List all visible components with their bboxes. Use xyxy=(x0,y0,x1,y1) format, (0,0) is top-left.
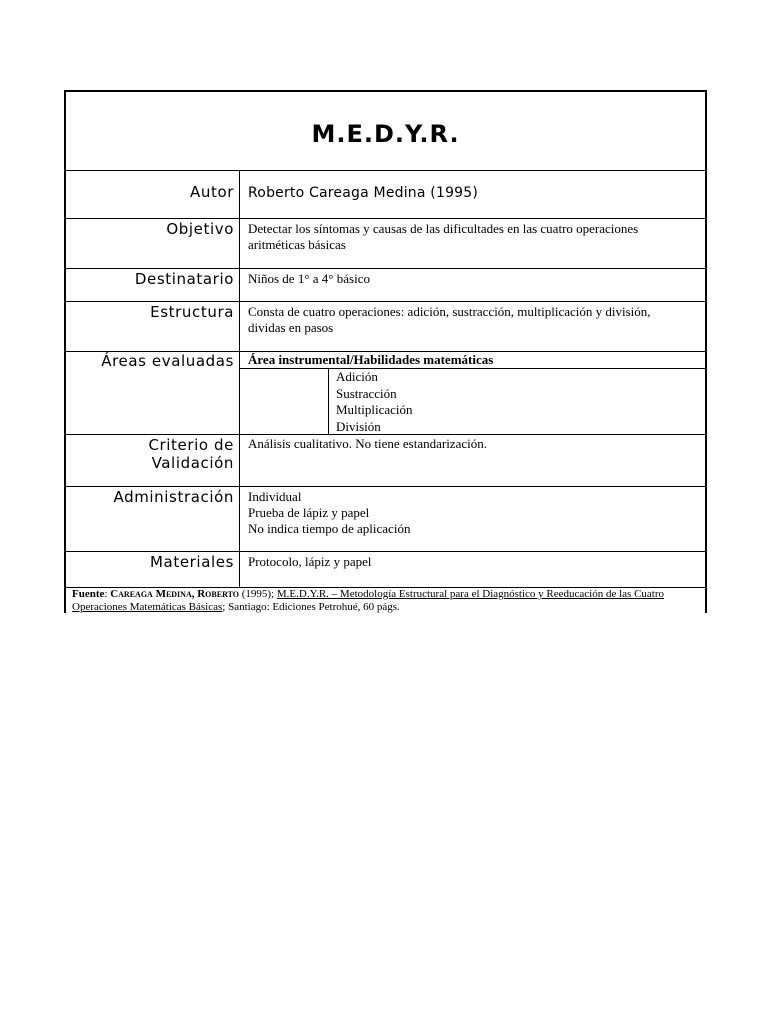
list-item: Individual xyxy=(248,489,302,504)
label-objetivo: Objetivo xyxy=(66,219,240,268)
row-areas xyxy=(66,352,705,435)
value-criterio: Análisis cualitativo. No tiene estandarización. xyxy=(248,436,487,451)
list-item: Sustracción xyxy=(336,385,397,401)
row-materiales xyxy=(66,552,705,588)
label-areas: Áreas evaluadas xyxy=(66,352,240,434)
value-estructura xyxy=(248,304,697,336)
areas-subtable-divider xyxy=(328,369,329,434)
row-administracion xyxy=(66,487,705,552)
source-prefix: Fuente xyxy=(72,588,105,600)
label-autor: Autor xyxy=(66,171,240,218)
list-item: No indica tiempo de aplicación xyxy=(248,521,411,536)
areas-subheading: Área instrumental/Habilidades matemáticas xyxy=(240,352,705,369)
row-destinatario xyxy=(66,269,705,302)
source-publisher: ; Santiago: Ediciones Petrohué, 60 págs. xyxy=(222,600,400,613)
row-objetivo xyxy=(66,219,705,269)
value-objetivo-line: aritméticas básicas xyxy=(248,237,346,252)
source-title: Operaciones Matemáticas Básicas xyxy=(72,600,223,613)
label-materiales: Materiales xyxy=(66,552,240,587)
list-item: Adición xyxy=(336,369,378,384)
source-colon: : xyxy=(104,588,111,600)
row-autor xyxy=(66,171,705,219)
value-estructura-line: dividas en pasos xyxy=(248,320,334,335)
value-materiales: Protocolo, lápiz y papel xyxy=(248,554,372,569)
list-item: División xyxy=(336,418,381,434)
value-estructura-line: Consta de cuatro operaciones: adición, sustracción, multiplicación y división, xyxy=(248,304,651,319)
document-table xyxy=(64,90,707,613)
source-title: M.E.D.Y.R. – Metodología Estructural para el Diagnóstico y Reeducación de las Cuatro xyxy=(276,588,665,600)
row-criterio xyxy=(66,435,705,487)
list-item: Prueba de lápiz y papel xyxy=(248,505,370,520)
value-destinatario: Niños de 1° a 4° básico xyxy=(248,271,370,286)
document-title: M.E.D.Y.R. xyxy=(311,120,460,148)
label-criterio-line: Validación xyxy=(151,454,234,472)
label-destinatario: Destinatario xyxy=(66,269,240,301)
list-item: Multiplicación xyxy=(336,402,413,417)
value-administracion xyxy=(248,489,697,537)
label-criterio-line: Criterio de xyxy=(148,436,234,454)
source-year: (1995); xyxy=(238,588,277,600)
source-citation xyxy=(66,588,705,615)
label-administracion: Administración xyxy=(66,487,240,551)
value-autor: Roberto Careaga Medina (1995) xyxy=(248,185,479,201)
title-row xyxy=(66,92,705,171)
value-objetivo-line: Detectar los síntomas y causas de las dificultades en las cuatro operaciones xyxy=(248,221,639,236)
label-estructura: Estructura xyxy=(66,302,240,351)
value-objetivo xyxy=(248,221,697,253)
source-author: Careaga Medina, Roberto xyxy=(110,588,239,600)
row-estructura xyxy=(66,302,705,352)
areas-list xyxy=(336,369,413,435)
label-criterio xyxy=(66,435,240,486)
